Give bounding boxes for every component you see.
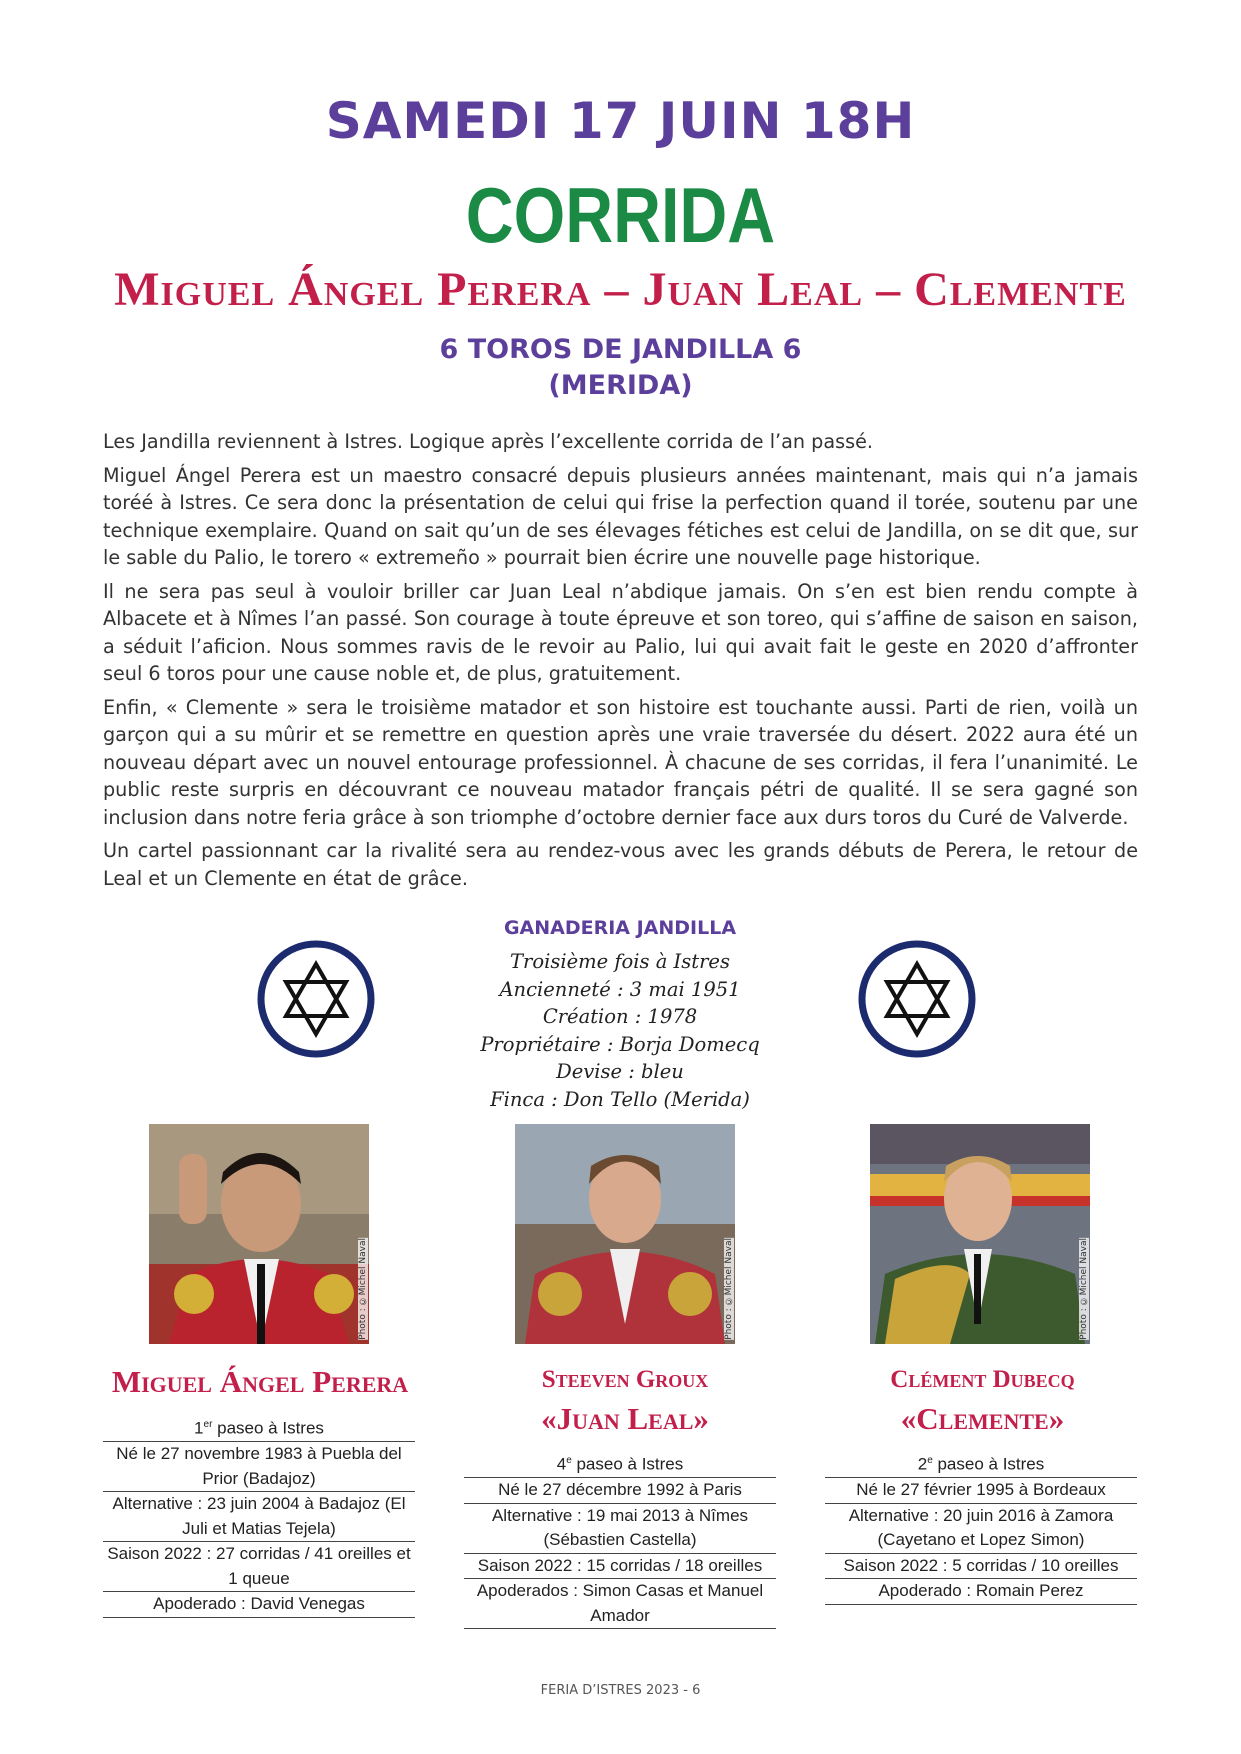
- matador-name: Steeven Groux: [541, 1366, 709, 1393]
- photo-clemente: [870, 1124, 1090, 1344]
- info-row: Apoderado : Romain Perez: [825, 1579, 1137, 1605]
- info-row: Alternative : 23 juin 2004 à Badajoz (El Juli et Matias Tejela): [103, 1492, 415, 1542]
- paseo-row: 4e paseo à Istres: [464, 1449, 776, 1478]
- matador-alias: «Juan Leal»: [541, 1401, 709, 1436]
- matador-alias: «Clemente»: [900, 1401, 1065, 1436]
- ganaderia-title: GANADERIA JANDILLA: [503, 917, 737, 939]
- info-row: Saison 2022 : 27 corridas / 41 oreilles et 1 queue: [103, 1542, 415, 1592]
- ganaderia-line: Création : 1978: [542, 1005, 698, 1028]
- paragraph: Les Jandilla reviennent à Istres. Logique après l’excellente corrida de l’an passé.: [103, 430, 873, 453]
- info-row: Apoderados : Simon Casas et Manuel Amador: [464, 1579, 776, 1629]
- info-row: Saison 2022 : 15 corridas / 18 oreilles: [464, 1554, 776, 1580]
- info-row: Né le 27 février 1995 à Bordeaux: [825, 1478, 1137, 1504]
- ganaderia-line: Troisième fois à Istres: [510, 950, 730, 973]
- paseo-row: 2e paseo à Istres: [825, 1449, 1137, 1478]
- page-footer: FERIA D’ISTRES 2023 - 6: [540, 1683, 701, 1698]
- paseo-row: 1er paseo à Istres: [103, 1413, 415, 1442]
- matadors-line: Miguel Ángel Perera – Juan Leal – Clemente: [114, 263, 1127, 316]
- ganaderia-line: Ancienneté : 3 mai 1951: [499, 977, 741, 1001]
- info-row: Né le 27 novembre 1983 à Puebla del Prior (Badajoz): [103, 1442, 415, 1492]
- event-date: SAMEDI 17 JUIN 18H: [325, 92, 916, 150]
- matador-name: Miguel Ángel Perera: [111, 1364, 409, 1399]
- photo-juan-leal: [515, 1124, 735, 1344]
- photo-credit: Photo : ©Michel Naval: [358, 1238, 368, 1340]
- info-row: Apoderado : David Venegas: [103, 1592, 415, 1618]
- toros-line-1: 6 TOROS DE JANDILLA 6: [439, 334, 802, 365]
- photo-perera: [149, 1124, 369, 1344]
- info-row: Alternative : 20 juin 2016 à Zamora (Cayetano et Lopez Simon): [825, 1504, 1137, 1554]
- photo-credit: Photo : ©Michel Naval: [724, 1238, 734, 1340]
- paragraph: Il ne sera pas seul à vouloir briller car Juan Leal n’abdique jamais. On s’en est bien rendu compte à Albacete et à Nîmes l’an passé. Son courage à toute épreuve et son toreo, qui s’affine de saison en saison, a séduit l’aficion. Nous sommes ravis de le revoir au Palio, lui qui avait fait le geste en 2020 d’affronter seul 6 toros pour une cause noble et, de plus, gratuitement.: [103, 579, 1138, 685]
- paragraph: Miguel Ángel Perera est un maestro consacré depuis plusieurs années maintenant, mais qui n’a jamais toréé à Istres. Ce sera donc la présentation de celui qui frise la perfection quand il torée, soutenu par une technique exemplaire. Quand on sait qu’un de ses élevages fétiches est celui de Jandilla, on se dit que, sur le sable du Palio, le torero « extremeño » pourrait bien écrire une nouvelle page historique.: [103, 463, 1138, 569]
- matador-name: Clément Dubecq: [890, 1366, 1075, 1393]
- matador-info: [825, 1449, 1137, 1605]
- ganaderia-line: Propriétaire : Borja Domecq: [480, 1032, 760, 1056]
- info-row: Alternative : 19 mai 2013 à Nîmes (Sébastien Castella): [464, 1504, 776, 1554]
- ganaderia-line: Finca : Don Tello (Merida): [490, 1087, 750, 1111]
- paragraph: Enfin, « Clemente » sera le troisième matador et son histoire est touchante aussi. Parti de rien, voilà un garçon qui a su mûrir et se remettre en question après une vraie traversée du désert. 2022 aura été un nouveau départ avec un nouvel entourage professionnel. À chacune de ses corridas, il fera l’unanimité. Le public reste surpris en découvrant ce nouveau matador français pétri de qualité. Il se sera gagné son inclusion dans notre feria grâce à son triomphe d’octobre dernier face aux durs toros du Curé de Valverde.: [103, 695, 1138, 829]
- star-of-david-icon: [257, 940, 375, 1058]
- paragraph: Un cartel passionnant car la rivalité sera au rendez-vous avec les grands débuts de Perera, le retour de Leal et un Clemente en état de grâce.: [103, 839, 1138, 890]
- info-row: Né le 27 décembre 1992 à Paris: [464, 1478, 776, 1504]
- info-row: Saison 2022 : 5 corridas / 10 oreilles: [825, 1554, 1137, 1580]
- ganaderia-line: Devise : bleu: [556, 1060, 684, 1083]
- toros-line-2: (MERIDA): [548, 370, 693, 401]
- event-type: CORRIDA: [465, 171, 776, 259]
- photo-credit: Photo : ©Michel Naval: [1079, 1238, 1089, 1340]
- ganaderia-details: [430, 948, 810, 1113]
- article-body: [103, 428, 1138, 898]
- toros-heading: [0, 332, 1241, 404]
- matador-info: [464, 1449, 776, 1629]
- star-of-david-icon: [858, 940, 976, 1058]
- matador-info: [103, 1413, 415, 1618]
